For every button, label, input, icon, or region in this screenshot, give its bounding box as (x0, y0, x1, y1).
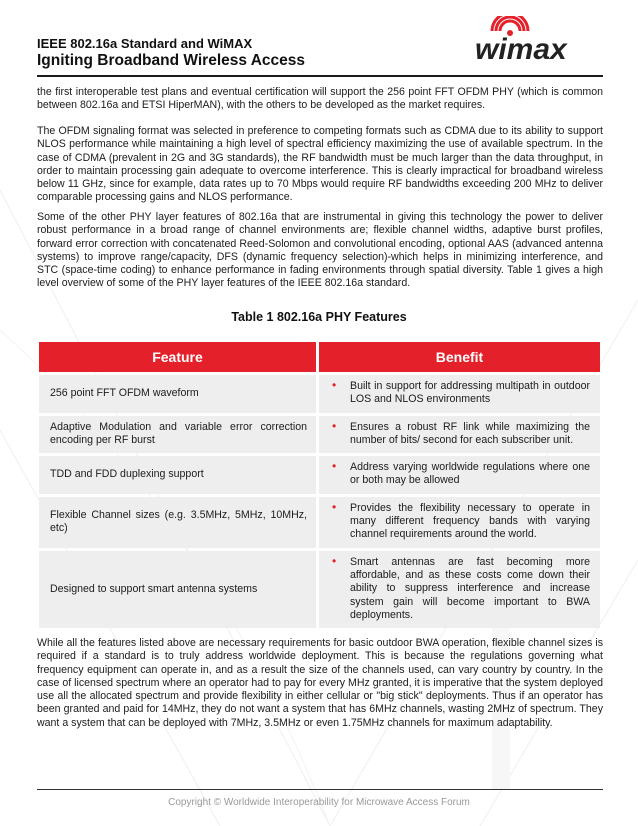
feature-cell: TDD and FDD duplexing support (39, 456, 316, 494)
feature-cell: 256 point FFT OFDM waveform (39, 375, 316, 413)
table-row (39, 497, 600, 548)
bullet-icon: • (332, 459, 337, 474)
benefit-text: Ensures a robust RF link while maximizing the number of bits/ second for each subscriber unit. (350, 420, 590, 446)
table-row (39, 456, 600, 494)
footer-divider (37, 789, 603, 790)
bullet-icon: • (332, 553, 337, 568)
feature-cell: Flexible Channel sizes (e.g. 3.5MHz, 5MHz, 10MHz, etc) (39, 497, 316, 548)
benefit-cell (319, 551, 600, 628)
benefit-cell (319, 416, 600, 454)
table-title: Table 1 802.16a PHY Features (231, 310, 407, 324)
wimax-logo (473, 16, 591, 62)
bullet-icon: • (332, 378, 337, 392)
paragraph-3: Some of the other PHY layer features of 802.16a that are instrumental in giving this technology the power to deliver robust performance in a broad range of channel environments are; flexible channel widths, adaptive burst profiles, forward error correction with concatenated Reed-Solomon and convolutional encoding, optional AAS (advanced antenna systems) to improve range/capacity, DFS (dynamic frequency selection)-which helps in minimizing interference, and STC (space-time coding) to enhance performance in fading environments through spatial diversity. Table 1 gives a high level overview of some of the PHY layer features of the IEEE 802.16a standard. (37, 211, 603, 290)
table-row (39, 375, 600, 413)
feature-cell: Designed to support smart antenna systems (39, 551, 316, 628)
features-table (39, 342, 600, 628)
benefit-text: Provides the flexibility necessary to operate in many different frequency bands with varying channel requirements around the world. (350, 501, 590, 541)
page-header (37, 33, 603, 76)
benefit-text: Built in support for addressing multipath in outdoor LOS and NLOS environments (350, 380, 590, 406)
header-subtitle: Igniting Broadband Wireless Access (37, 52, 306, 69)
header-divider (37, 75, 603, 77)
paragraph-2: The OFDM signaling format was selected in preference to competing formats such as CDMA due to its ability to support NLOS performance while maintaining a high level of spectral efficiency maximizing the use of available spectrum. In the case of CDMA (prevalent in 2G and 3G standards), the RF bandwidth must be much larger than the data throughput, in order to maintain processing gain adequate to overcome interference. This is clearly impractical for broadband wireless below 11 GHz, since for example, data rates up to 70 Mbps would require RF bandwidths exceeding 200 MHz to deliver comparable processing gains and NLOS performance. (37, 125, 603, 204)
bullet-icon: • (332, 499, 337, 514)
table-row (39, 551, 600, 628)
svg-text:wimax: wimax (475, 33, 567, 62)
table-header-row (39, 342, 600, 372)
feature-cell: Adaptive Modulation and variable error correction encoding per RF burst (39, 416, 316, 454)
table-row (39, 416, 600, 454)
bullet-icon: • (332, 418, 337, 433)
benefit-cell (319, 456, 600, 494)
column-header-benefit: Benefit (319, 342, 600, 372)
footer-copyright: Copyright © Worldwide Interoperability for Microwave Access Forum (168, 797, 470, 808)
benefit-cell (319, 375, 600, 413)
benefit-text: Address varying worldwide regulations where one or both may be allowed (350, 461, 590, 487)
benefit-cell (319, 497, 600, 548)
paragraph-1: the first interoperable test plans and eventual certification will support the 256 point FFT OFDM PHY (which is common between 802.16a and ETSI HiperMAN), with the others to be developed as the market requires. (37, 86, 603, 112)
benefit-text: Smart antennas are fast becoming more affordable, and as these costs come down their ability to suppress interference and increase system gain will become important to BWA deployments. (350, 555, 590, 621)
paragraph-4: While all the features listed above are necessary requirements for basic outdoor BWA operation, flexible channel sizes is required if a standard is to truly address worldwide deployment. This is because the regulations governing what frequency equipment can operate in, and as a result the size of the channels used, can vary country by country. In the case of licensed spectrum where an operator had to pay for every MHz granted, it is imperative that the system deployed use all the allocated spectrum and provide flexibility in either cellular or "big stick" deployments. Thus if an operator has been granted and paid for 14MHz, they do not want a system that has 6MHz channels, wasting 2MHz of spectrum. They want a system that can be deployed with 7MHz, 3.5MHz or even 1.75MHz channels for maximum adaptability. (37, 637, 603, 729)
column-header-feature: Feature (39, 342, 316, 372)
header-title: IEEE 802.16a Standard and WiMAX (37, 36, 253, 51)
